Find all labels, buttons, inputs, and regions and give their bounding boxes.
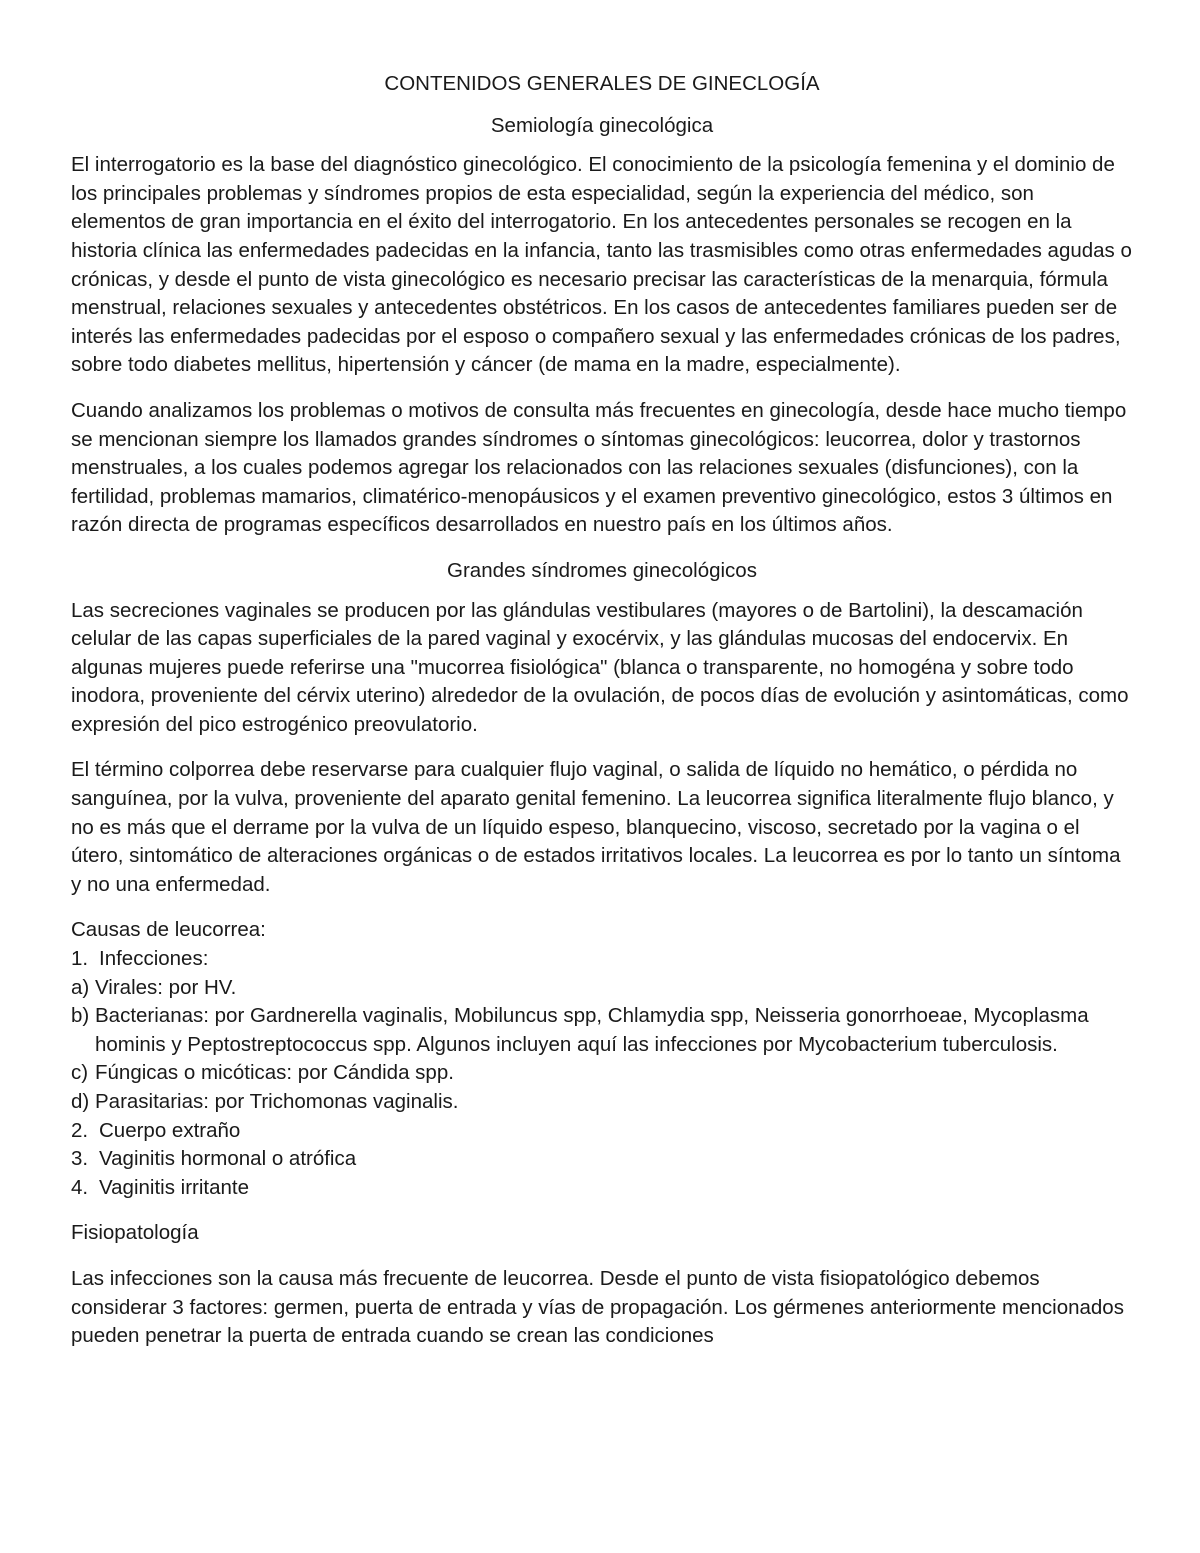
list-item [71, 1174, 1133, 1203]
sublist-letter: d) [71, 1090, 90, 1113]
sublist-item [71, 1088, 1133, 1117]
list-item-label: Infecciones: [99, 947, 209, 971]
document-title: CONTENIDOS GENERALES DE GINECLOGÍA [384, 72, 820, 95]
paragraph: El término colporrea debe reservarse para cualquier flujo vaginal, o salida de líquido no hemático, o pérdida no sanguínea, por la vulva, proveniente del aparato genital femenino. La leucorrea significa literalmente flujo blanco, y no es más que el derrame por la vulva de un líquido espeso, blanquecino, viscoso, secretado por la vagina o el útero, sintomático de alteraciones orgánicas o de estados irritativos locales. La leucorrea es por lo tanto un síntoma y no una enfermedad. [71, 758, 1121, 896]
paragraph: Las infecciones son la causa más frecuente de leucorrea. Desde el punto de vista fisiopatológico debemos considerar 3 factores: germen, puerta de entrada y vías de propagación. Los gérmenes anteriormente mencionados pueden penetrar la puerta de entrada cuando se crean las condiciones [71, 1266, 1124, 1348]
sublist-letter: b) [71, 1004, 90, 1028]
list-number: 4. [71, 1175, 89, 1199]
list-item-label: Vaginitis hormonal o atrófica [99, 1147, 357, 1171]
sublist-item [71, 1002, 1133, 1059]
sublist-text: Fúngicas o micóticas: por Cándida spp. [95, 1061, 454, 1085]
causes-heading: Causas de leucorrea: [71, 918, 266, 942]
list-number: 1. [71, 947, 89, 971]
sublist-letter: a) [71, 975, 90, 999]
sublist-text: Parasitarias: por Trichomonas vaginalis. [95, 1090, 459, 1113]
list-item [71, 1117, 1133, 1146]
section-heading-semiologia: Semiología ginecológica [490, 113, 714, 137]
list-item-label: Vaginitis irritante [99, 1175, 250, 1199]
paragraph: El interrogatorio es la base del diagnóstico ginecológico. El conocimiento de la psicología femenina y el dominio de los principales problemas y síndromes propios de esta especialidad, según la experiencia del médico, son elementos de gran importancia en el éxito del interrogatorio. En los antecedentes personales se recogen en la historia clínica las enfermedades padecidas en la infancia, tanto las trasmisibles como otras enfermedades agudas o crónicas, y desde el punto de vista ginecológico es necesario precisar las características de la menarquia, fórmula menstrual, relaciones sexuales y antecedentes obstétricos. En los casos de antecedentes familiares pueden ser de interés las enfermedades padecidas por el esposo o compañero sexual y las enfermedades crónicas de los padres, sobre todo diabetes mellitus, hipertensión y cáncer (de mama en la madre, especialmente). [71, 153, 1132, 377]
fisiopatologia-heading: Fisiopatología [71, 1221, 199, 1245]
paragraph: Cuando analizamos los problemas o motivos de consulta más frecuentes en ginecología, desde hace mucho tiempo se mencionan siempre los llamados grandes síndromes o síntomas ginecológicos: leucorrea, dolor y trastornos menstruales, a los cuales podemos agregar los relacionados con las relaciones sexuales (disfunciones), con la fertilidad, problemas mamarios, climatérico-menopáusicos y el examen preventivo ginecológico, estos 3 últimos en razón directa de programas específicos desarrollados en nuestro país en los últimos años. [71, 398, 1127, 537]
paragraph: Las secreciones vaginales se producen por las glándulas vestibulares (mayores o de Bartolini), la descamación celular de las capas superficiales de la pared vaginal y exocérvix, y las glándulas mucosas del endocervix. En algunas mujeres puede referirse una "mucorrea fisiológica" (blanca o transparente, no homogéna y sobre todo inodora, proveniente del cérvix uterino) alrededor de la ovulación, de pocos días de evolución y asintomáticas, como expresión del pico estrogénico preovulatorio. [71, 598, 1129, 736]
sublist-item [71, 974, 1133, 1003]
list-number: 3. [71, 1147, 89, 1171]
list-number: 2. [71, 1118, 89, 1142]
sublist-letter: c) [71, 1061, 89, 1085]
sublist-item [71, 1059, 1133, 1088]
list-item [71, 945, 1133, 1117]
list-item [71, 1145, 1133, 1174]
infections-sublist [71, 974, 1133, 1117]
section-heading-grandes-sindromes: Grandes síndromes ginecológicos [447, 558, 757, 582]
list-item-label: Cuerpo extraño [99, 1118, 241, 1142]
sublist-text: Bacterianas: por Gardnerella vaginalis, Mobiluncus spp, Chlamydia spp, Neisseria gonorrhoeae, Mycoplasma hominis y Peptostreptococcus spp. Algunos incluyen aquí las infecciones por Mycobacterium tuberculosis. [95, 1004, 1089, 1056]
document-page [71, 70, 1133, 1368]
causes-list [71, 945, 1133, 1202]
sublist-text: Virales: por HV. [95, 975, 237, 999]
